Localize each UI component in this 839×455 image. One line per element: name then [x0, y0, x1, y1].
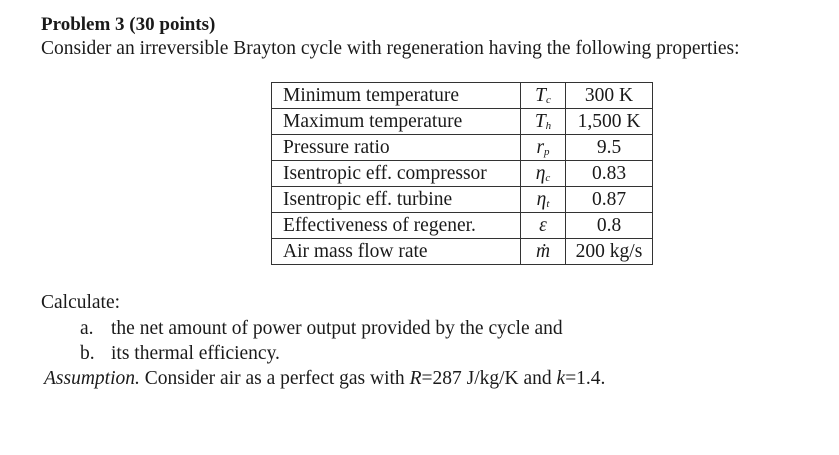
- properties-table: [271, 82, 653, 265]
- property-label: Isentropic eff. compressor: [272, 161, 521, 187]
- assumption-text: =287 J/kg/K and: [421, 368, 557, 389]
- problem-title: Problem 3 (30 points): [41, 14, 216, 35]
- assumption-lead: Assumption.: [44, 368, 140, 389]
- property-value: 200 kg/s: [566, 239, 653, 265]
- property-symbol: ṁ: [521, 239, 566, 265]
- property-label: Air mass flow rate: [272, 239, 521, 265]
- property-label: Pressure ratio: [272, 135, 521, 161]
- table-row: [272, 161, 653, 187]
- list-marker: a.: [80, 318, 94, 339]
- table-row: [272, 83, 653, 109]
- property-value: 300 K: [566, 83, 653, 109]
- table-row: [272, 187, 653, 213]
- property-value: 0.87: [566, 187, 653, 213]
- property-value: 0.83: [566, 161, 653, 187]
- property-label: Minimum temperature: [272, 83, 521, 109]
- property-symbol: $r_p$: [521, 135, 566, 161]
- table-row: [272, 135, 653, 161]
- calculate-heading: Calculate:: [41, 292, 121, 313]
- property-symbol: $\eta_t$: [521, 187, 566, 213]
- property-value: 1,500 K: [566, 109, 653, 135]
- property-value: 9.5: [566, 135, 653, 161]
- property-symbol: $T_c$: [521, 83, 566, 109]
- list-marker: b.: [80, 343, 95, 364]
- assumption-line: [44, 368, 605, 390]
- property-symbol: ε: [521, 213, 566, 239]
- property-label: Isentropic eff. turbine: [272, 187, 521, 213]
- problem-intro: Consider an irreversible Brayton cycle with regeneration having the following properties:: [41, 38, 740, 59]
- list-item-text: its thermal efficiency.: [111, 343, 280, 364]
- table-row: [272, 213, 653, 239]
- property-label: Effectiveness of regener.: [272, 213, 521, 239]
- property-symbol: $T_h$: [521, 109, 566, 135]
- table-row: [272, 109, 653, 135]
- property-label: Maximum temperature: [272, 109, 521, 135]
- table-row: [272, 239, 653, 265]
- list-item-text: the net amount of power output provided by the cycle and: [111, 318, 563, 339]
- assumption-text: Consider air as a perfect gas with: [139, 368, 410, 389]
- property-symbol: $\eta_c$: [521, 161, 566, 187]
- assumption-text: =1.4.: [565, 368, 606, 389]
- heat-ratio-symbol: k: [556, 368, 566, 389]
- gas-constant-symbol: R: [409, 368, 422, 389]
- property-value: 0.8: [566, 213, 653, 239]
